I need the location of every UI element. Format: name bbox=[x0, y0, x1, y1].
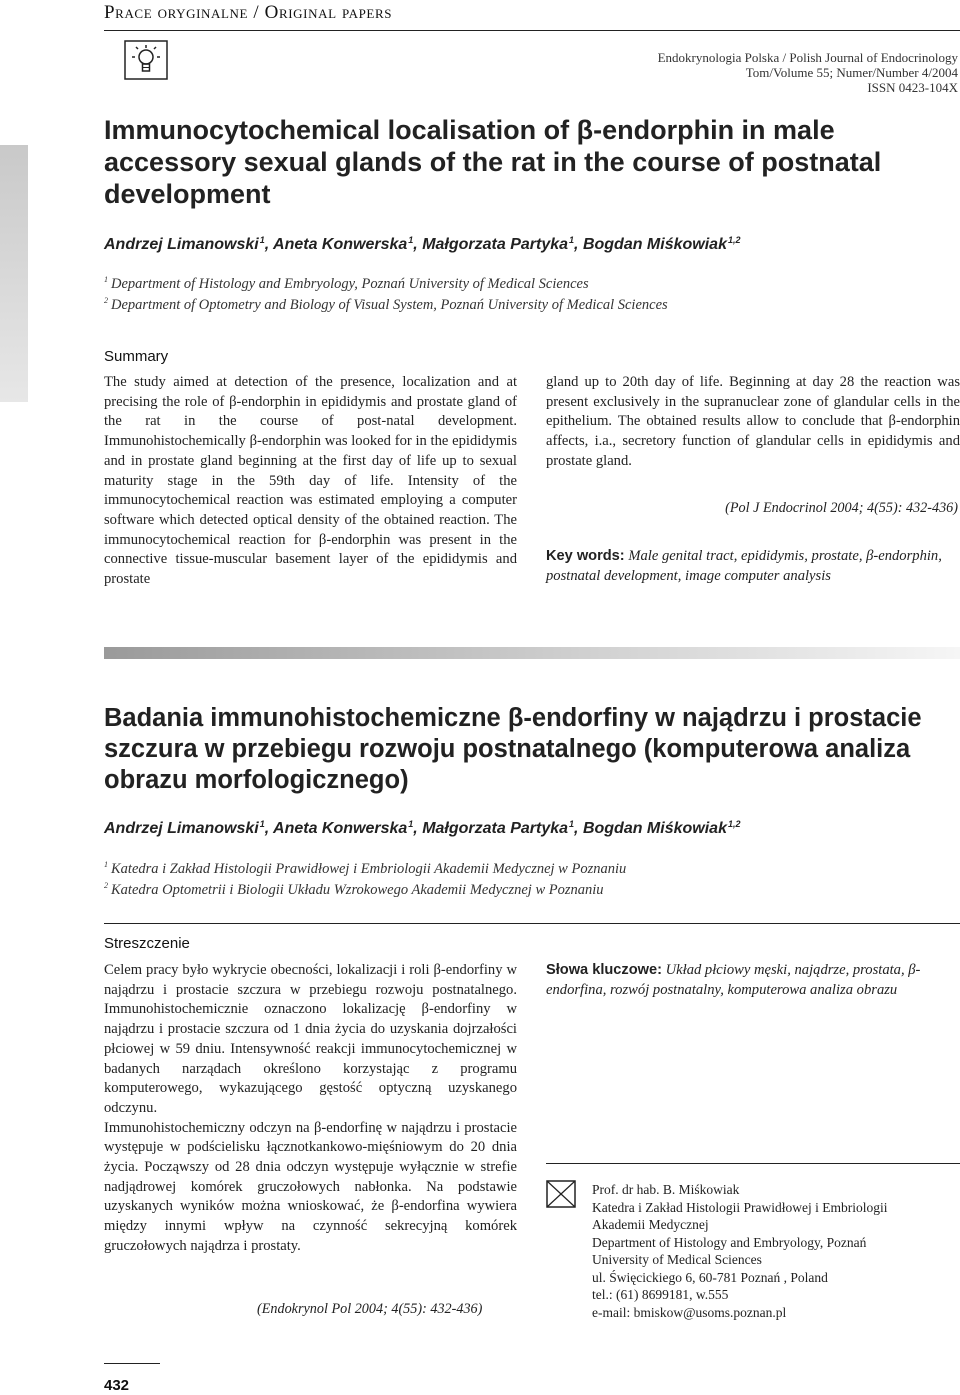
keywords-text: Male genital tract, epididymis, prostate, β-endorphin, postnatal development, image computer analysis bbox=[546, 548, 942, 584]
summary-text: The study aimed at detection of the presence, localization and at precising the role of β-endorphin in epididymis and prostate gland of the rat in the course of post-natal development. Immunohistochemically β-endorphin was looked for in the epididymis and in prostate gland beginning at the first day of life up to sexual maturity stage in the 59th day of life. Intensity of the immunocytochemical reaction was estimated employing a computer software which detected optical density of the obtained reaction. The immunocytochemical reaction for β-endorphin was present in the connective tissue-muscular basement layer of the epididymis and prostate bbox=[104, 374, 517, 588]
authors-en bbox=[104, 235, 740, 254]
authors-pl bbox=[104, 819, 740, 838]
phone: tel.: (61) 8699181, w.555 bbox=[592, 1287, 729, 1302]
summary-text-continued: gland up to 20th day of life. Beginning at day 28 the reaction was present exclusively in the supranuclear zone of glandular cells in the epithelium. The obtained results allow to conclude that β-endorphin affects, i.a., secretory function of glandular cells in epididymis and prostate gland. bbox=[546, 374, 960, 469]
journal-info bbox=[658, 50, 958, 95]
affiliation-en-1: $^1$ Department of Histology and Embryology, Poznań University of Medical Sciences bbox=[104, 275, 589, 292]
article-title-en: Immunocytochemical localisation of β-endorphin in male accessory sexual glands of the rat in the course of postnatal development bbox=[104, 115, 882, 209]
summary-column-1 bbox=[104, 373, 517, 590]
keywords-label: Słowa kluczowe: bbox=[546, 962, 662, 978]
address-line: Department of Histology and Embryology, Poznań bbox=[592, 1234, 867, 1250]
citation-pl: (Endokrynol Pol 2004; 4(55): 432-436) bbox=[257, 1301, 483, 1317]
email: e-mail: bmiskow@usoms.poznan.pl bbox=[592, 1304, 787, 1320]
streszczenie-paragraph-1: Celem pracy było wykrycie obecności, lokalizacji i roli β-endorfiny w najądrzu i prostacie szczura w przebiegu rozwoju postnatalnego. Immunohistochemicznie oznaczono lokalizację β-endorfiny w najądrzu i prostacie szczura od 1 dnia życia do uzyskania dojrzałości płciowej w 59 dniu. Intensywność reakcji immunocytochemicznej w badanych narządach określono korzystając z programu komputerowego, wykazującego gęstość optyczną uzyskanego odczynu. bbox=[104, 962, 517, 1116]
author: Małgorzata Partyka$^1$, bbox=[422, 235, 583, 253]
author: Andrzej Limanowski$^1$, bbox=[104, 235, 274, 253]
envelope-icon bbox=[546, 1180, 576, 1208]
keywords-en bbox=[546, 547, 946, 586]
affiliation-pl-2: $^2$ Katedra Optometrii i Biologii Układu Wzrokowego Akademii Medycznej w Poznaniu bbox=[104, 881, 604, 898]
address-line: Akademii Medycznej bbox=[592, 1217, 709, 1232]
section-divider bbox=[104, 647, 960, 659]
summary-column-2 bbox=[546, 373, 960, 472]
address-line: University of Medical Sciences bbox=[592, 1252, 762, 1267]
citation-en: (Pol J Endocrinol 2004; 4(55): 432-436) bbox=[725, 500, 958, 516]
author: Aneta Konwerska$^1$, bbox=[273, 235, 423, 253]
author: Andrzej Limanowski$^1$, bbox=[104, 819, 274, 837]
section-rule bbox=[104, 923, 960, 924]
journal-volume: Tom/Volume 55; Numer/Number 4/2004 bbox=[745, 65, 958, 80]
correspondence-rule bbox=[546, 1163, 960, 1164]
header-rule bbox=[104, 30, 960, 31]
section-header: Prace oryginalne / Original papers bbox=[104, 2, 393, 23]
article-title-pl: Badania immunohistochemiczne β-endorfiny w najądrzu i prostacie szczura w przebiegu rozwoju postnatalnego (komputerowa analiza obrazu morfologicznego) bbox=[104, 704, 922, 794]
affiliation-en-2: $^2$ Department of Optometry and Biology of Visual System, Poznań University of Medical Sciences bbox=[104, 296, 668, 313]
streszczenie-heading: Streszczenie bbox=[104, 935, 190, 952]
side-decoration bbox=[0, 145, 28, 402]
address-line: Katedra i Zakład Histologii Prawidłowej i Embriologii bbox=[592, 1199, 888, 1215]
author: Bogdan Miśkowiak$^{1,2}$ bbox=[582, 235, 741, 253]
affiliation-pl-1: $^1$ Katedra i Zakład Histologii Prawidłowej i Embriologii Akademii Medycznej w Poznaniu bbox=[104, 860, 627, 877]
keywords-pl bbox=[546, 961, 960, 1000]
lightbulb-icon bbox=[124, 40, 168, 80]
author: Bogdan Miśkowiak$^{1,2}$ bbox=[582, 819, 741, 837]
correspondence-address bbox=[592, 1181, 960, 1321]
page-number: 432 bbox=[104, 1377, 130, 1394]
summary-heading: Summary bbox=[104, 348, 169, 365]
keywords-label: Key words: bbox=[546, 548, 625, 564]
keywords-text: Układ płciowy męski, najądrze, prostata, β-endorfina, rozwój postnatalny, komputerowa analiza obrazu bbox=[546, 962, 921, 998]
journal-issn: ISSN 0423-104X bbox=[867, 80, 958, 95]
footer-rule bbox=[104, 1363, 160, 1364]
author: Małgorzata Partyka$^1$, bbox=[422, 819, 583, 837]
correspondence-name: Prof. dr hab. B. Miśkowiak bbox=[592, 1182, 740, 1197]
address-line: ul. Święcickiego 6, 60-781 Poznań , Poland bbox=[592, 1269, 828, 1285]
author: Aneta Konwerska$^1$, bbox=[273, 819, 423, 837]
streszczenie-paragraph-2: Immunohistochemiczny odczyn na β-endorfinę w najądrzu i prostacie występuje w podścielisku łącznotkankowo-mięśniowym do 20 dnia życia. Począwszy od 28 dnia odczyn występuje wyłącznie w strefie nadjądrowej komórek gruczołowych nabłonka. Na podstawie uzyskanych wyników można wnioskować, że β-endorfina wywiera między innymi wpływ na czynność sekrecyjną komórek gruczołowych najądrza i prostaty. bbox=[104, 1119, 517, 1254]
streszczenie-column bbox=[104, 961, 517, 1257]
journal-name: Endokrynologia Polska / Polish Journal of Endocrinology bbox=[657, 50, 958, 65]
